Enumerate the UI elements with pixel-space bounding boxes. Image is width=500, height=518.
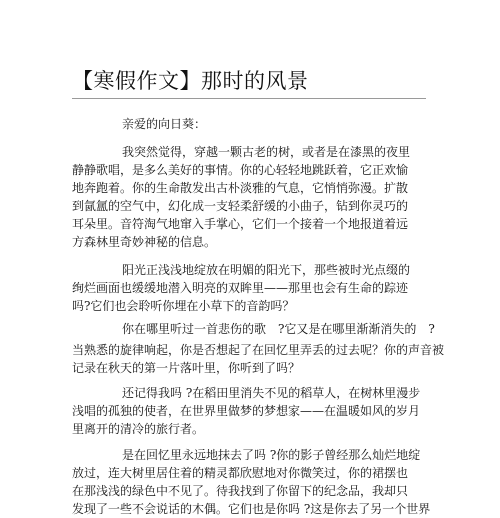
paragraph-4-line-2: 浅唱的孤独的使者，在世界里做梦的梦想家——在温暖如风的岁月 (72, 404, 421, 418)
paragraph-1-line-5: 耳朵里。音符淘气地窜入手掌心，它们一个接着一个地报道着远 (72, 217, 409, 231)
page-title: 【寒假作文】那时的风景 (72, 69, 309, 93)
paragraph-1-line-3: 地奔跑着。你的生命散发出古朴淡雅的气息，它悄悄弥漫。扩散 (72, 181, 409, 195)
paragraph-1-line-2: 静静歌唱，是多么美好的事情。你的心轻轻地跳跃着，它正欢愉 (72, 163, 409, 177)
paragraph-5-line-1: 是在回忆里永远地抹去了吗 ?你的影子曾经那么灿烂地绽 (122, 448, 421, 462)
paragraph-4-line-1: 还记得我吗 ?在稻田里消失不见的稻草人，在树林里漫步 (122, 386, 421, 400)
paragraph-2-line-3: 吗?它们也会聆听你埋在小草下的音韵吗？ (72, 299, 295, 313)
paragraph-3-line-1: 你在哪里听过一首悲伤的歌 ?它又是在哪里渐渐消失的 ? (122, 322, 435, 336)
paragraph-5-line-2: 放过，连大树里居住着的精灵都欣慰地对你微笑过，你的裙摆也 (72, 466, 409, 480)
title-divider (72, 98, 426, 99)
paragraph-3-line-3: 记录在秋天的第一片落叶里，你听到了吗？ (72, 361, 301, 375)
paragraph-2-line-2: 绚烂画面也缓缓地潜入明亮的双眸里——那里也会有生命的踪迹 (72, 281, 409, 295)
paragraph-3-line-2: 当熟悉的旋律响起，你是否想起了在回忆里弄丢的过去呢？你的声音被 (72, 343, 445, 357)
paragraph-1-line-4: 到氤氲的空气中，幻化成一支轻柔舒缓的小曲子，钻到你灵巧的 (72, 199, 409, 213)
paragraph-1-line-6: 方森林里奇妙神秘的信息。 (72, 235, 217, 249)
salutation: 亲爱的向日葵： (122, 117, 207, 131)
paragraph-4-line-3: 里离开的清冷的旅行者。 (72, 422, 205, 436)
paragraph-2-line-1: 阳光正浅浅地绽放在明媚的阳光下，那些被时光点缀的 (122, 263, 411, 277)
paragraph-1-line-1: 我突然觉得，穿越一颗古老的树，或者是在漆黑的夜里 (122, 145, 411, 159)
paragraph-5-line-3: 在那浅浅的绿色中不见了。待我找到了你留下的纪念品，我却只 (72, 484, 409, 498)
paragraph-5-line-4: 发现了一些不会说话的木偶。它们也是你吗 ?这是你去了另一个世界 (72, 502, 431, 516)
